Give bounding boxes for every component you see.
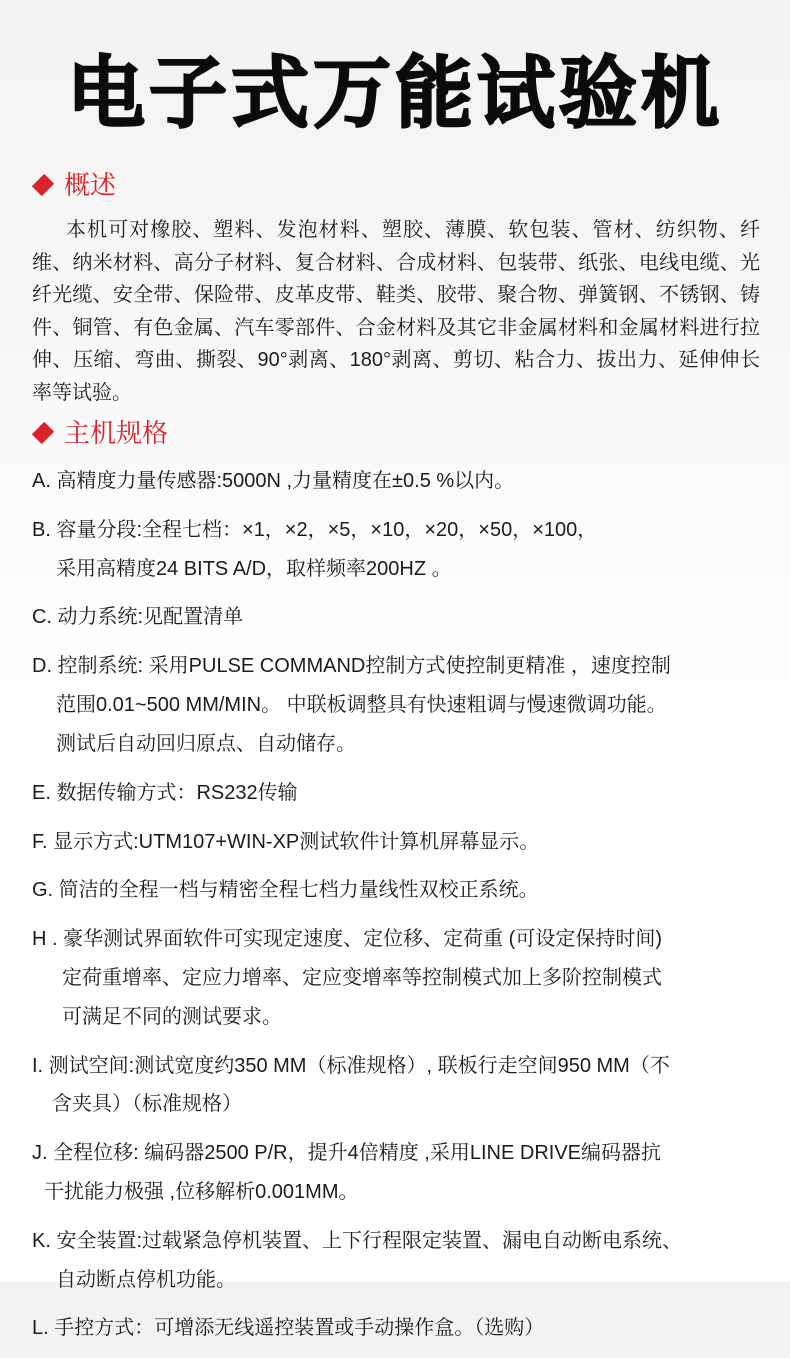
spec-line: 自动断点停机功能。 [56,1268,236,1291]
overview-heading [32,170,116,200]
diamond-bullet-icon [32,174,54,196]
spec-line: J. 全程位移: 编码器2500 P/R，提升4倍精度 ,采用LINE DRIVE编码器抗 [32,1142,661,1165]
spec-item-f [32,823,762,862]
spec-line: G. 简洁的全程一档与精密全程七档力量线性双校正系统。 [32,879,539,902]
spec-line: C. 动力系统:见配置清单 [32,606,244,629]
spec-item-a [32,462,762,501]
spec-line: H . 豪华测试界面软件可实现定速度、定位移、定荷重 (可设定保持时间) [32,928,662,951]
spec-line: 定荷重增率、定应力增率、定应变增率等控制模式加上多阶控制模式 [62,967,662,990]
spec-item-g [32,871,762,910]
spec-line: E. 数据传输方式：RS232传输 [32,781,298,804]
spec-line: 测试后自动回归原点、自动储存。 [56,732,356,755]
spec-line: 可满足不同的测试要求。 [62,1005,282,1028]
spec-line: D. 控制系统: 采用PULSE COMMAND控制方式使控制更精准 ，速度控制 [32,655,671,678]
spec-item-h [32,920,762,1036]
spec-item-e [32,774,762,813]
spec-item-i [32,1047,762,1124]
spec-item-d [32,647,762,763]
specs-list [32,462,762,1358]
overview-heading-label: 概述 [64,170,117,200]
spec-item-j [32,1134,762,1211]
diamond-bullet-icon [32,422,54,444]
spec-line: 范围0.01~500 MM/MIN。 中联板调整具有快速粗调与慢速微调功能。 [56,694,667,717]
spec-line: 干扰能力极强 ,位移解析0.001MM。 [44,1180,359,1203]
overview-paragraph: 本机可对橡胶、塑料、发泡材料、塑胶、薄膜、软包装、管材、纺织物、纤维、纳米材料、高分子材料、复合材料、合成材料、包装带、纸张、电线电缆、光纤光缆、安全带、保险带、皮革皮带、鞋类、胶带、聚合物、弹簧钢、不锈钢、铸件、铜管、有色金属、汽车零部件、合金材料及其它非金属材料和金属材料进行拉伸、压缩、弯曲、撕裂、90°剥离、180°剥离、剪切、粘合力、拔出力、延伸伸长率等试验。 [32,219,760,404]
spec-line: 含夹具）（标准规格） [52,1093,242,1116]
spec-item-l [32,1309,762,1348]
specs-heading-label: 主机规格 [64,418,169,448]
spec-line: A. 高精度力量传感器:5000N ,力量精度在±0.5 %以内。 [32,470,515,492]
spec-line: K. 安全装置:过载紧急停机装置、上下行程限定装置、漏电自动断电系统、 [32,1229,683,1252]
spec-item-c [32,598,762,637]
spec-line: I. 测试空间:测试宽度约350 MM（标准规格）, 联板行走空间950 MM（不 [32,1054,670,1077]
page-title: 电子式万能试验机 [66,49,723,137]
spec-line: L. 手控方式：可增添无线遥控装置或手动操作盒。（选购） [32,1317,545,1340]
spec-line: 采用高精度24 BITS A/D，取样频率200HZ 。 [56,557,452,580]
spec-item-b [32,511,762,588]
spec-line: B. 容量分段:全程七档：×1，×2，×5，×10，×20，×50，×100， [32,518,598,541]
specs-heading [32,418,168,448]
spec-item-k [32,1222,762,1299]
spec-line: F. 显示方式:UTM107+WIN-XP测试软件计算机屏幕显示。 [32,830,540,853]
